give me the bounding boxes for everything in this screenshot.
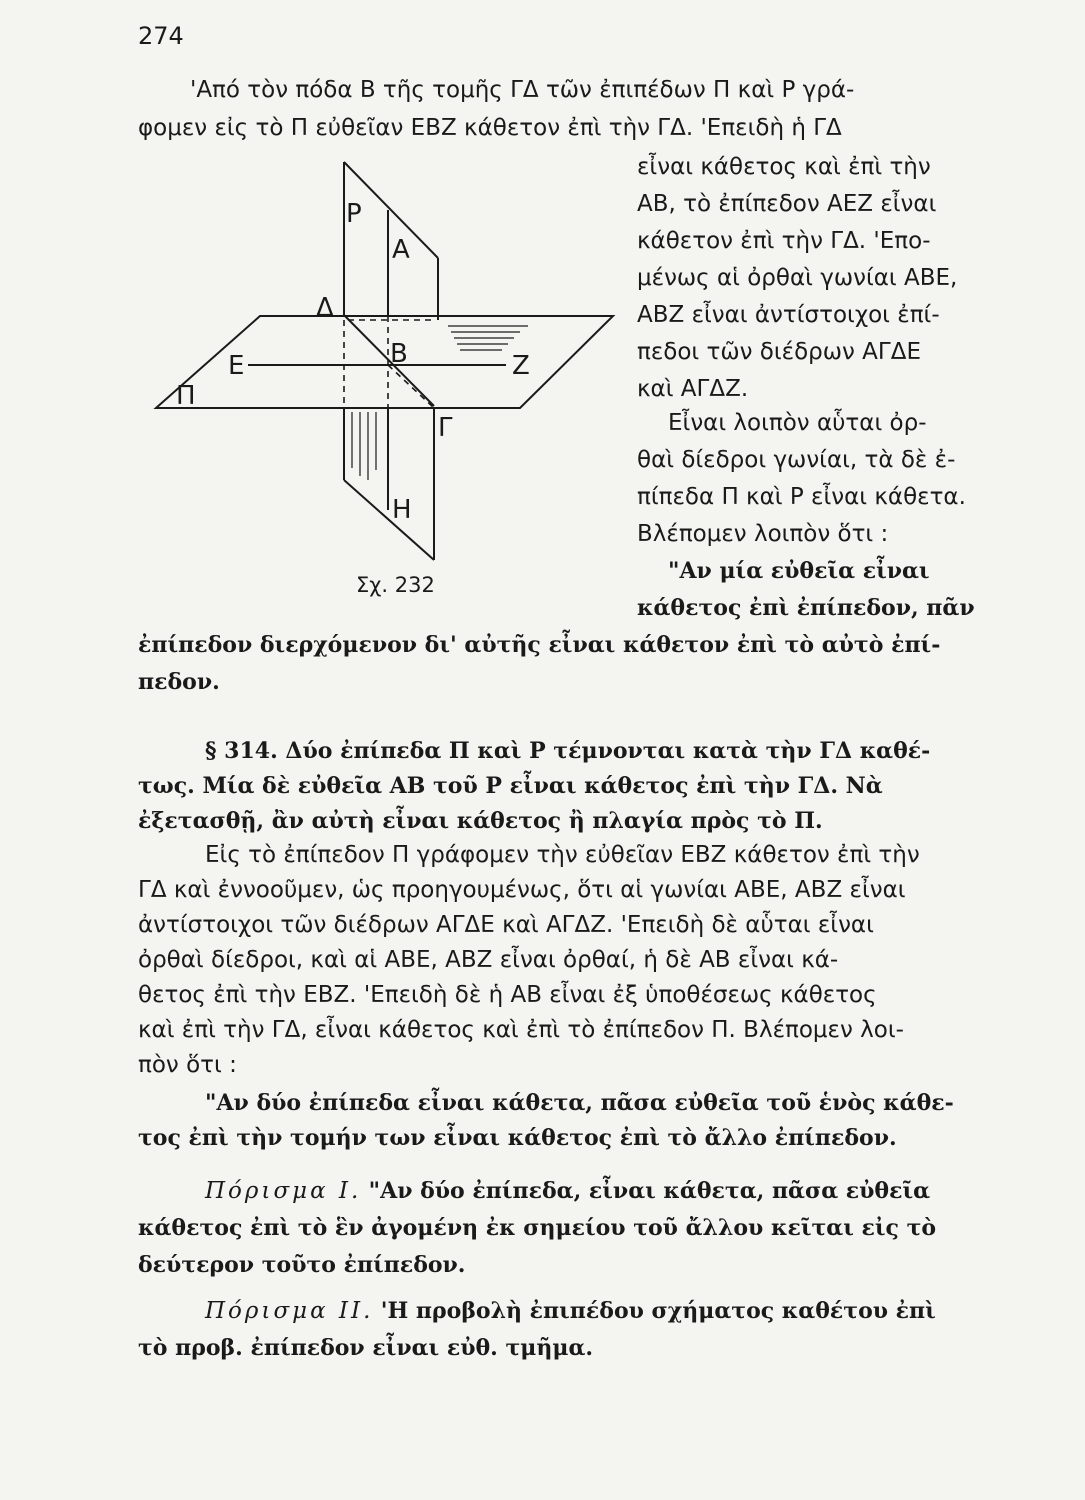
side-line: πίπεδα Π καὶ Ρ εἶναι κάθετα.: [637, 484, 966, 510]
side-line: ΑΒ, τὸ ἐπίπεδον ΑΕΖ εἶναι: [637, 191, 937, 217]
theorem2-line: τος ἐπὶ τὴν τομήν των εἶναι κάθετος ἐπὶ τὸ ἄλλο ἐπίπεδον.: [138, 1125, 897, 1151]
corollary-2-label: Πόρισμα ΙΙ.: [205, 1298, 374, 1324]
label-e: Ε: [228, 351, 245, 381]
two-perpendicular-planes-diagram: [148, 150, 618, 600]
label-p: P: [346, 199, 362, 229]
hidden-edge: [388, 365, 434, 408]
side-line: Εἶναι λοιπὸν αὗται ὀρ-: [668, 410, 927, 436]
label-z: Ζ: [512, 351, 530, 381]
corollary-1-label: Πόρισμα Ι.: [205, 1178, 362, 1204]
proof-line: θετος ἐπὶ τὴν ΕΒΖ. 'Επειδὴ δὲ ἡ ΑΒ εἶναι ἐξ ὑποθέσεως κάθετος: [138, 982, 877, 1008]
theorem1-line: πεδον.: [138, 669, 220, 695]
label-h: Η: [392, 495, 412, 525]
side-line: θαὶ δίεδροι γωνίαι, τὰ δὲ ἐ-: [637, 447, 956, 473]
section-314-line: ἐξετασθῇ, ἂν αὐτὴ εἶναι κάθετος ἢ πλαγία πρὸς τὸ Π.: [138, 808, 823, 834]
line-delta-gamma: [344, 315, 434, 406]
corollary-1-text: "Αν δύο ἐπίπεδα, εἶναι κάθετα, πᾶσα εὐθεῖα: [368, 1178, 931, 1204]
label-delta: Δ: [316, 293, 334, 323]
side-line: εἶναι κάθετος καὶ ἐπὶ τὴν: [637, 154, 931, 180]
intro-line: φομεν εἰς τὸ Π εὐθεῖαν ΕΒΖ κάθετον ἐπὶ τὴν ΓΔ. 'Επειδὴ ἡ ΓΔ: [138, 115, 842, 141]
plane-pi-outline: [156, 316, 613, 408]
side-line: μένως αἱ ὀρθαὶ γωνίαι ΑΒΕ,: [637, 265, 958, 291]
side-line: πεδοι τῶν διέδρων ΑΓΔΕ: [637, 339, 921, 365]
section-314-line: § 314. Δύο ἐπίπεδα Π καὶ Ρ τέμνονται κατὰ τὴν ΓΔ καθέ-: [205, 738, 931, 764]
intro-line: 'Από τὸν πόδα Β τῆς τομῆς ΓΔ τῶν ἐπιπέδων Π καὶ Ρ γρά-: [190, 77, 855, 103]
page-number: 274: [138, 22, 184, 50]
shading-hatch: [448, 326, 528, 350]
proof-line: ἀντίστοιχοι τῶν διέδρων ΑΓΔΕ καὶ ΑΓΔΖ. 'Επειδὴ δὲ αὗται εἶναι: [138, 912, 874, 938]
label-a: Α: [392, 235, 410, 265]
corollary-2-text: 'Η προβολὴ ἐπιπέδου σχήματος καθέτου ἐπὶ: [380, 1298, 936, 1324]
figure-caption: Σχ. 232: [356, 573, 435, 597]
proof-line: ΓΔ καὶ ἐννοοῦμεν, ὡς προηγουμένως, ὅτι αἱ γωνίαι ΑΒΕ, ΑΒΖ εἶναι: [138, 877, 906, 903]
shading-hatch: [352, 412, 376, 480]
side-line: κάθετον ἐπὶ τὴν ΓΔ. 'Επο-: [637, 228, 931, 254]
proof-line: Εἰς τὸ ἐπίπεδον Π γράφομεν τὴν εὐθεῖαν ΕΒΖ κάθετον ἐπὶ τὴν: [205, 842, 920, 868]
corollary-2-line: τὸ προβ. ἐπίπεδον εἶναι εὐθ. τμῆμα.: [138, 1335, 594, 1361]
corollary-1-line: δεύτερον τοῦτο ἐπίπεδον.: [138, 1252, 466, 1278]
theorem1-line: ἐπίπεδον διερχόμενον δι' αὐτῆς εἶναι κάθετον ἐπὶ τὸ αὐτὸ ἐπί-: [138, 632, 941, 658]
label-gamma: Γ: [438, 413, 453, 443]
proof-line: καὶ ἐπὶ τὴν ΓΔ, εἶναι κάθετος καὶ ἐπὶ τὸ ἐπίπεδον Π. Βλέπομεν λοι-: [138, 1017, 904, 1043]
proof-line: πὸν ὅτι :: [138, 1052, 237, 1078]
label-b: Β: [390, 339, 408, 369]
label-pi: Π: [176, 381, 196, 411]
theorem1-line: "Αν μία εὐθεῖα εἶναι: [668, 558, 930, 584]
side-line: Βλέπομεν λοιπὸν ὅτι :: [637, 521, 889, 547]
corollary-2-first-line: [205, 1293, 936, 1329]
side-line: καὶ ΑΓΔΖ.: [637, 376, 749, 402]
corollary-1-line: κάθετος ἐπὶ τὸ ἓν ἀγομένη ἐκ σημείου τοῦ ἄλλου κεῖται εἰς τὸ: [138, 1215, 937, 1241]
section-314-line: τως. Μία δὲ εὐθεῖα ΑΒ τοῦ Ρ εἶναι κάθετος ἐπὶ τὴν ΓΔ. Νὰ: [138, 773, 883, 799]
side-line: ΑΒΖ εἶναι ἀντίστοιχοι ἐπί-: [637, 302, 940, 328]
theorem1-line: κάθετος ἐπὶ ἐπίπεδον, πᾶν: [637, 595, 975, 621]
corollary-1-first-line: [205, 1173, 930, 1209]
proof-line: ὀρθαὶ δίεδροι, καὶ αἱ ΑΒΕ, ΑΒΖ εἶναι ὀρθαί, ἡ δὲ ΑΒ εἶναι κά-: [138, 947, 839, 973]
figure-232: [148, 150, 618, 600]
theorem2-line: "Αν δύο ἐπίπεδα εἶναι κάθετα, πᾶσα εὐθεῖα τοῦ ἑνὸς κάθε-: [205, 1090, 954, 1116]
